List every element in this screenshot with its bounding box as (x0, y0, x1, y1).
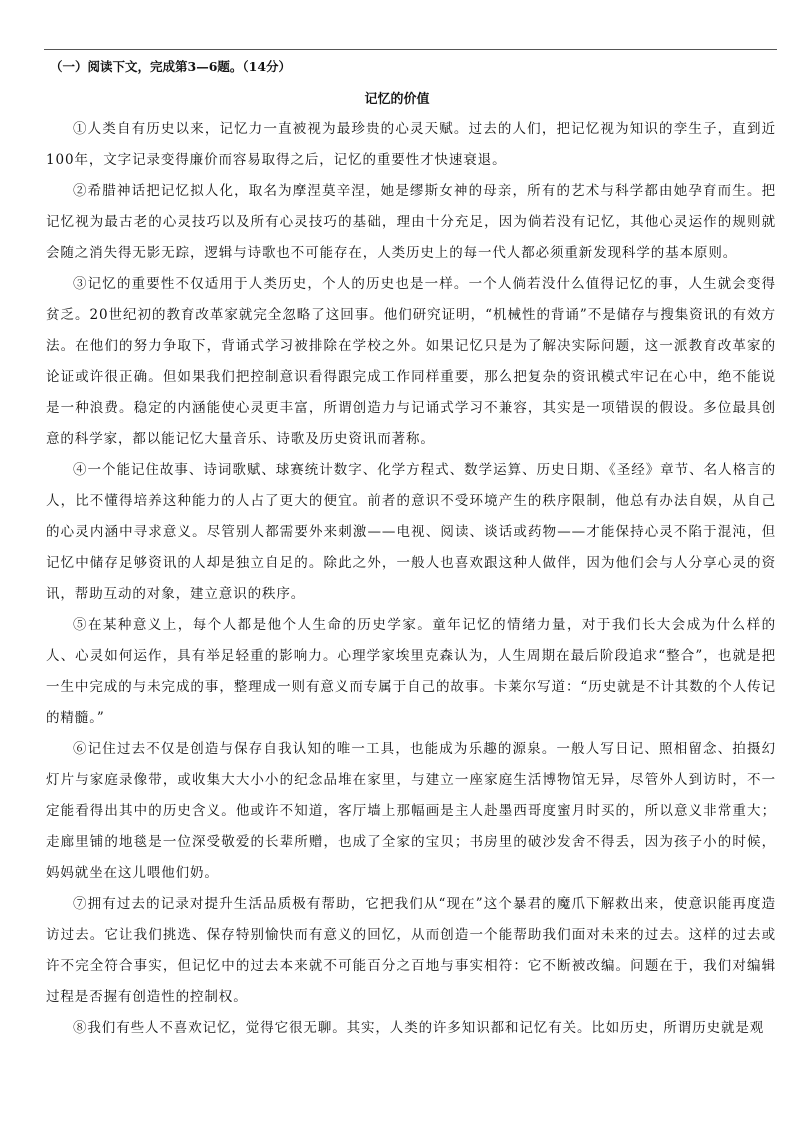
paragraph-6: ⑥记住过去不仅是创造与保存自我认知的唯一工具，也能成为乐趣的源泉。一般人写日记、照相留念、拍摄幻灯片与家庭录像带，或收集大大小小的纪念品堆在家里，与建立一座家庭生活博物馆无异，尽管外人到访时，不一定能看得出其中的历史含义。他或许不知道，客厅墙上那幅画是主人赴墨西哥度蜜月时买的，所以意义非常重大；走廊里铺的地毯是一位深受敬爱的长辈所赠，也成了全家的宝贝；书房里的破沙发舍不得丢，因为孩子小的时候，妈妈就坐在这儿喂他们奶。 (46, 741, 776, 881)
article-title: 记忆的价值 (364, 92, 430, 107)
top-divider (44, 49, 777, 50)
section-heading: （一）阅读下文，完成第3—6题。（14分） (50, 59, 292, 74)
paragraph-5: ⑤在某种意义上，每个人都是他个人生命的历史学家。童年记忆的情绪力量，对于我们长大会成为什么样的人、心灵如何运作，具有举足轻重的影响力。心理学家埃里克森认为，人生周期在最后阶段追求“整合”，也就是把一生中完成的与未完成的事，整理成一则有意义而专属于自己的故事。卡莱尔写道：“历史就是不计其数的个人传记的精髓。” (46, 617, 776, 726)
paragraph-7: ⑦拥有过去的记录对提升生活品质极有帮助，它把我们从“现在”这个暴君的魔爪下解救出来，使意识能再度造访过去。它让我们挑选、保存特别愉快而有意义的回忆，从而创造一个能帮助我们面对未来的过去。这样的过去或许不完全符合事实，但记忆中的过去本来就不可能百分之百地与事实相符：它不断被改编。问题在于，我们对编辑过程是否握有创造性的控制权。 (46, 896, 776, 1005)
paragraph-2: ②希腊神话把记忆拟人化，取名为摩涅莫辛涅，她是缪斯女神的母亲，所有的艺术与科学都由她孕育而生。把记忆视为最古老的心灵技巧以及所有心灵技巧的基础，理由十分充足，因为倘若没有记忆，其他心灵运作的规则就会随之消失得无影无踪，逻辑与诗歌也不可能存在，人类历史上的每一代人都必须重新发现科学的基本原则。 (46, 183, 776, 261)
paragraph-8: ⑧我们有些人不喜欢记忆，觉得它很无聊。其实，人类的许多知识都和记忆有关。比如历史，所谓历史就是观 (73, 1020, 765, 1036)
article-body (46, 114, 776, 1044)
paragraph-3: ③记忆的重要性不仅适用于人类历史，个人的历史也是一样。一个人倘若没什么值得记忆的事，人生就会变得贫乏。20世纪初的教育改革家就完全忽略了这回事。他们研究证明，“机械性的背诵”不是储存与搜集资讯的有效方法。在他们的努力争取下，背诵式学习被排除在学校之外。如果记忆只是为了解决实际问题，这一派教育改革家的论证或许很正确。但如果我们把控制意识看得跟完成工作同样重要，那么把复杂的资讯模式牢记在心中，绝不能说是一种浪费。稳定的内涵能使心灵更丰富，所谓创造力与记诵式学习不兼容，其实是一项错误的假设。多位最具创意的科学家，都以能记忆大量音乐、诗歌及历史资讯而著称。 (46, 276, 776, 447)
paragraph-1: ①人类自有历史以来，记忆力一直被视为最珍贵的心灵天赋。过去的人们，把记忆视为知识的孪生子，直到近100年，文字记录变得廉价而容易取得之后，记忆的重要性才快速衰退。 (46, 121, 776, 168)
paragraph-4: ④一个能记住故事、诗词歌赋、球赛统计数字、化学方程式、数学运算、历史日期、《圣经》章节、名人格言的人，比不懂得培养这种能力的人占了更大的便宜。前者的意识不受环境产生的秩序限制，他总有办法自娱，从自己的心灵内涵中寻求意义。尽管别人都需要外来刺激——电视、阅读、谈话或药物——才能保持心灵不陷于混沌，但记忆中储存足够资讯的人却是独立自足的。除此之外，一般人也喜欢跟这种人做伴，因为他们会与人分享心灵的资讯，帮助互动的对象，建立意识的秩序。 (46, 462, 776, 602)
